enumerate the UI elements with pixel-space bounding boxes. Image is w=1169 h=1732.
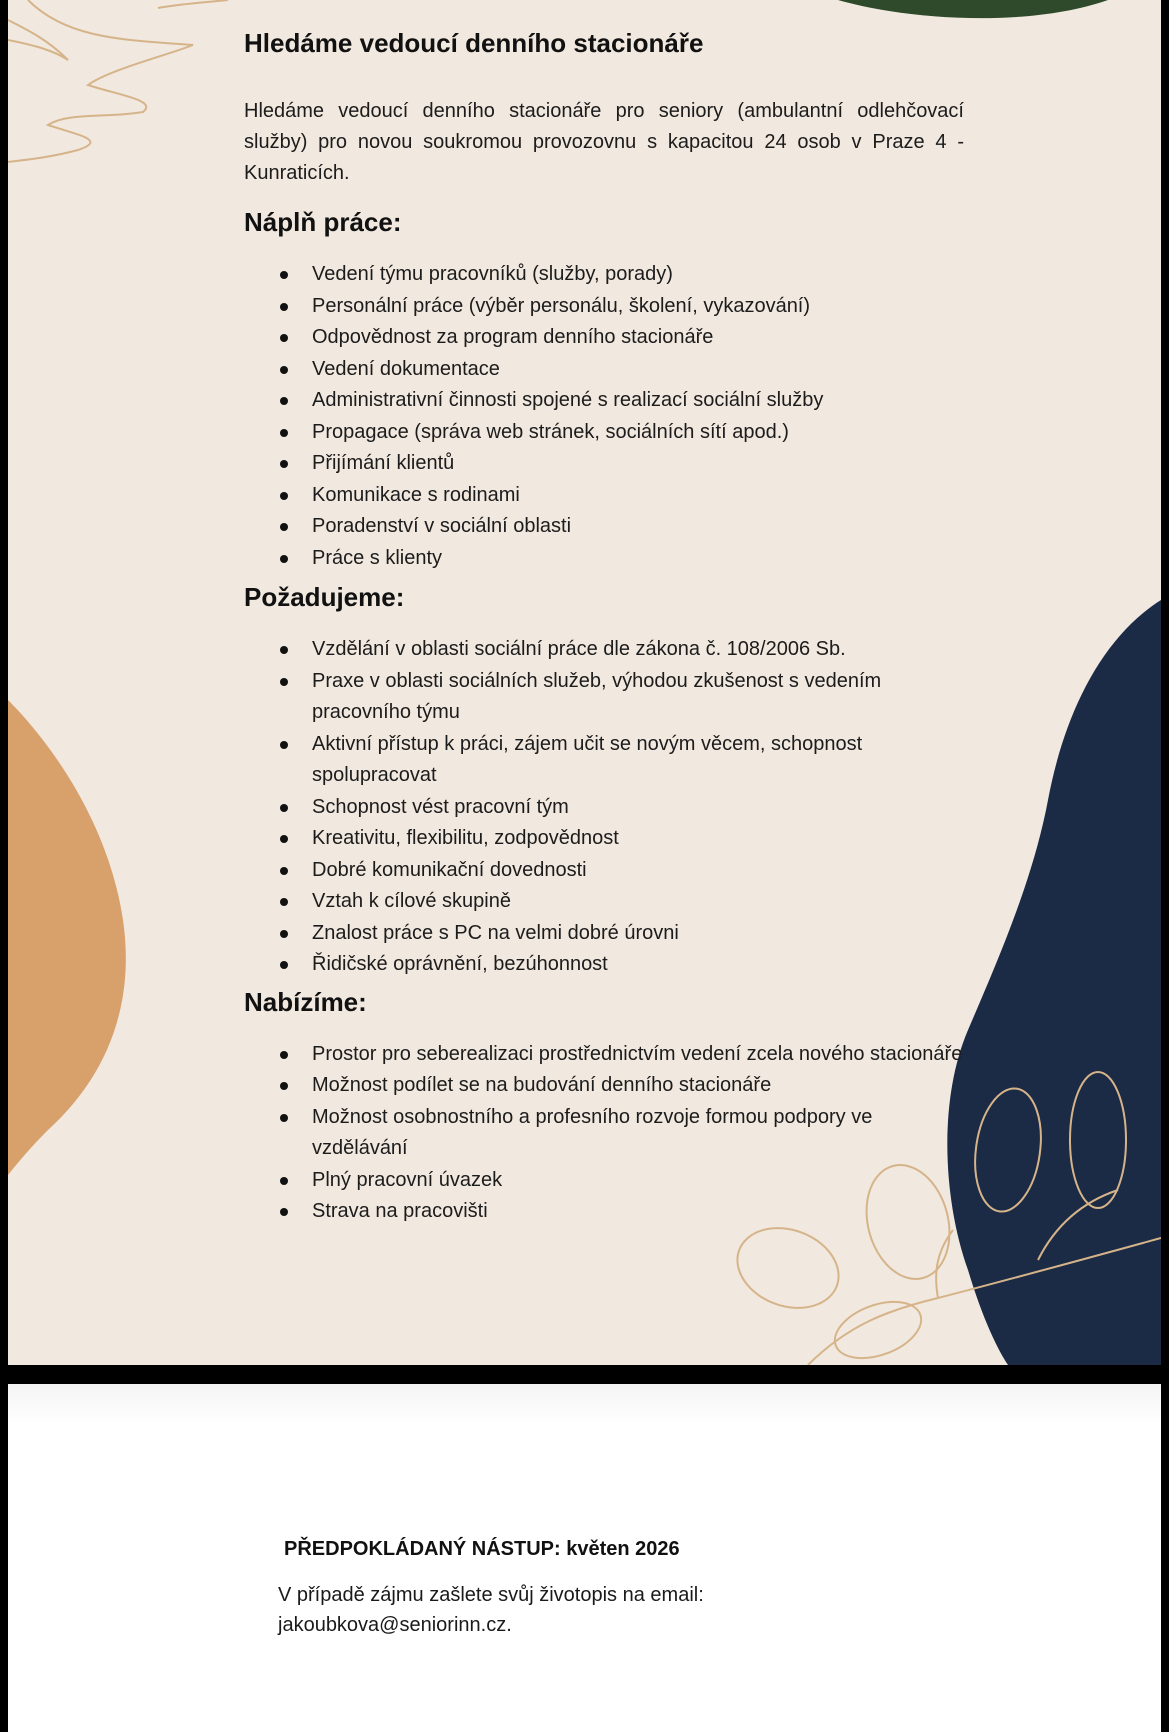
- flyer-page: [8, 0, 1161, 1365]
- contact-text: V případě zájmu zašlete svůj životopis na email:: [278, 1584, 704, 1606]
- bullet-icon: [280, 867, 288, 875]
- list-item: Schopnost vést pracovní tým: [244, 792, 964, 824]
- bullet-icon: [280, 804, 288, 812]
- bullet-icon: [280, 271, 288, 279]
- bullet-icon: [280, 646, 288, 654]
- bullet-icon: [280, 961, 288, 969]
- bullet-icon: [280, 523, 288, 531]
- list-item: Možnost osobnostního a profesního rozvoje formou podpory ve vzdělávání: [244, 1102, 964, 1165]
- job-posting-content: [244, 26, 964, 1228]
- bullet-icon: [280, 1177, 288, 1185]
- list-item: Dobré komunikační dovednosti: [244, 855, 964, 887]
- list-item: Poradenství v sociální oblasti: [244, 511, 964, 543]
- list-item: Znalost práce s PC na velmi dobré úrovni: [244, 918, 964, 950]
- list-item: Prostor pro seberealizaci prostřednictvím vedení zcela nového stacionáře: [244, 1039, 964, 1071]
- page-title: Hledáme vedoucí denního stacionáře: [244, 28, 704, 58]
- list-item: Vedení týmu pracovníků (služby, porady): [244, 259, 964, 291]
- bullet-icon: [280, 741, 288, 749]
- bullet-icon: [280, 397, 288, 405]
- list-item: Administrativní činnosti spojené s realizací sociální služby: [244, 385, 964, 417]
- requirements-list: [244, 634, 964, 981]
- bullet-icon: [280, 678, 288, 686]
- bullet-icon: [280, 555, 288, 563]
- contact-footer: [278, 1536, 978, 1640]
- contact-info: [278, 1580, 978, 1640]
- list-item: Vedení dokumentace: [244, 354, 964, 386]
- navy-blob-shape: [947, 600, 1161, 1365]
- section-heading-requirements: Požadujeme:: [244, 582, 405, 612]
- list-item: Aktivní přístup k práci, zájem učit se novým věcem, schopnost spolupracovat: [244, 729, 964, 792]
- bullet-icon: [280, 898, 288, 906]
- page-top-shadow: [8, 1384, 1161, 1424]
- bullet-icon: [280, 334, 288, 342]
- section-heading-job-duties: Náplň práce:: [244, 207, 402, 237]
- job-duties-list: [244, 259, 964, 574]
- bullet-icon: [280, 1208, 288, 1216]
- list-item: Vztah k cílové skupině: [244, 886, 964, 918]
- bullet-icon: [280, 1082, 288, 1090]
- list-item: Propagace (správa web stránek, sociálních sítí apod.): [244, 417, 964, 449]
- list-item: Praxe v oblasti sociálních služeb, výhodou zkušenost s vedením pracovního týmu: [244, 666, 964, 729]
- list-item: Plný pracovní úvazek: [244, 1165, 964, 1197]
- list-item: Možnost podílet se na budování denního stacionáře: [244, 1070, 964, 1102]
- start-date: PŘEDPOKLÁDANÝ NÁSTUP: květen 2026: [284, 1538, 680, 1560]
- bullet-icon: [280, 460, 288, 468]
- contact-email-link[interactable]: jakoubkova@seniorinn.cz.: [278, 1614, 512, 1636]
- green-blob-shape: [838, 0, 1108, 18]
- list-item: Strava na pracovišti: [244, 1196, 964, 1228]
- second-page: [8, 1384, 1161, 1732]
- bullet-icon: [280, 930, 288, 938]
- bullet-icon: [280, 303, 288, 311]
- intro-paragraph: Hledáme vedoucí denního stacionáře pro seniory (ambulantní odlehčovací služby) pro novou soukromou provozovnu s kapacitou 24 osob v Praze 4 - Kunraticích.: [244, 100, 964, 184]
- leaf-line-art-top-left: [8, 0, 228, 162]
- list-item: Přijímání klientů: [244, 448, 964, 480]
- list-item: Práce s klienty: [244, 543, 964, 575]
- section-heading-we-offer: Nabízíme:: [244, 986, 367, 1017]
- bullet-icon: [280, 366, 288, 374]
- we-offer-list: [244, 1039, 964, 1228]
- list-item: Personální práce (výběr personálu, školení, vykazování): [244, 291, 964, 323]
- bullet-icon: [280, 835, 288, 843]
- orange-blob-shape: [8, 700, 126, 1175]
- bullet-icon: [280, 1051, 288, 1059]
- bullet-icon: [280, 1114, 288, 1122]
- list-item: Řidičské oprávnění, bezúhonnost: [244, 949, 964, 981]
- list-item: Odpovědnost za program denního stacionáře: [244, 322, 964, 354]
- list-item: Kreativitu, flexibilitu, zodpovědnost: [244, 823, 964, 855]
- bullet-icon: [280, 492, 288, 500]
- list-item: Vzdělání v oblasti sociální práce dle zákona č. 108/2006 Sb.: [244, 634, 964, 666]
- list-item: Komunikace s rodinami: [244, 480, 964, 512]
- bullet-icon: [280, 429, 288, 437]
